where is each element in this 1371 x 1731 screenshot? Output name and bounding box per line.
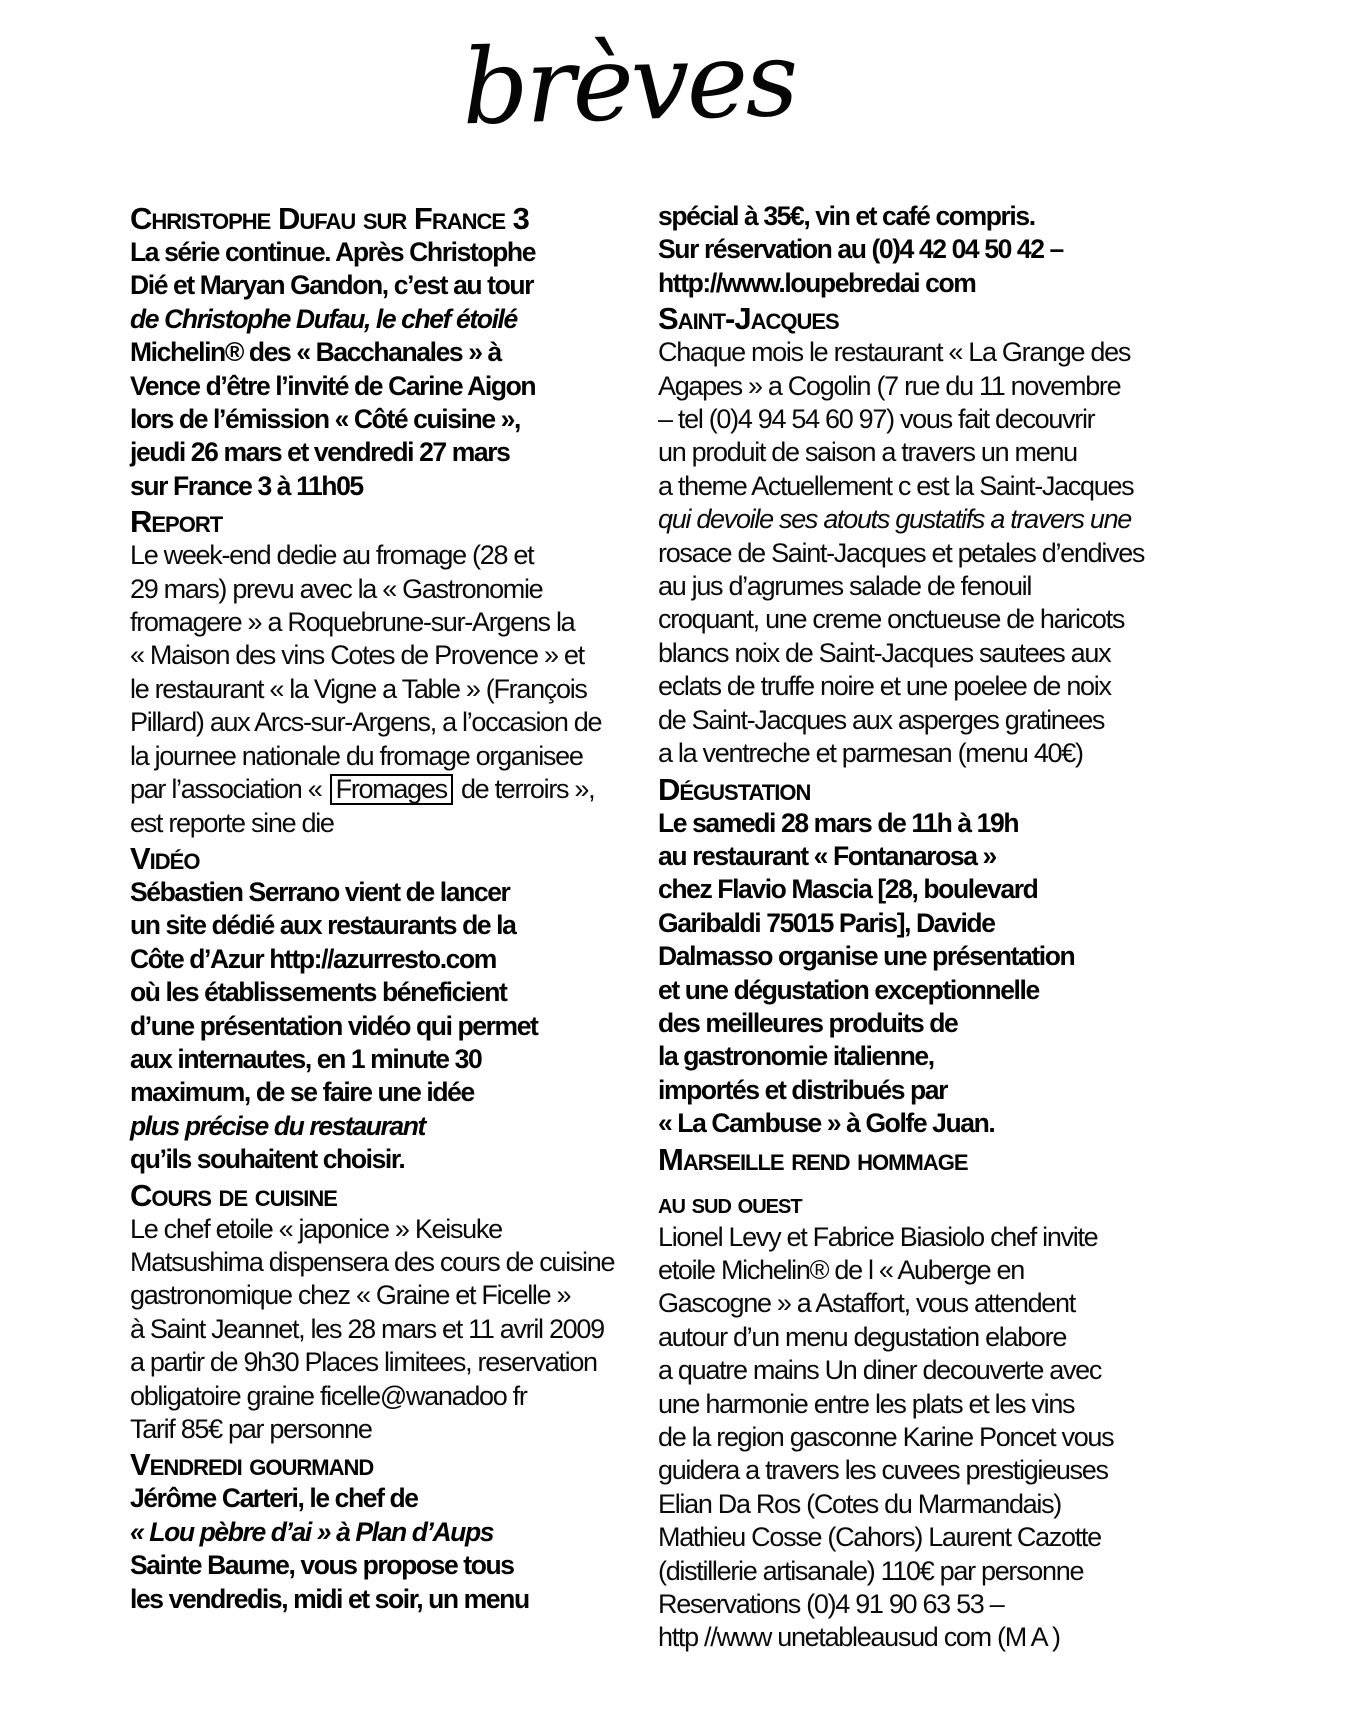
text-line: eclats de truffe noire et une poelee de noix: [658, 671, 1111, 702]
text-line: à Saint Jeannet, les 28 mars et 11 avril 2009: [130, 1313, 604, 1344]
text-line: maximum, de se faire une idée: [130, 1077, 474, 1108]
text-line: Dié et Maryan Gandon, c’est au tour: [130, 270, 534, 301]
text-line: les vendredis, midi et soir, un menu: [130, 1583, 529, 1614]
text-line: plus précise du restaurant: [130, 1110, 425, 1141]
text-line: qu’ils souhaitent choisir.: [130, 1144, 405, 1175]
text-line: d’une présentation vidéo qui permet: [130, 1010, 538, 1041]
text-line: et une dégustation exceptionnelle: [658, 974, 1039, 1005]
text-line: croquant, une creme onctueuse de haricots: [658, 604, 1125, 635]
text-line: gastronomique chez « Graine et Ficelle »: [130, 1280, 571, 1311]
text-line: autour d’un menu degustation elabore: [658, 1321, 1067, 1352]
text-line: Sur réservation au (0)4 42 04 50 42 –: [658, 234, 1063, 265]
section-heading: Report: [130, 504, 223, 540]
text-line: des meilleures produits de: [658, 1007, 958, 1038]
text-line: guidera a travers les cuvees prestigieuses: [658, 1455, 1108, 1486]
text-line: spécial à 35€, vin et café compris.: [658, 201, 1035, 231]
text-line: La série continue. Après Christophe: [130, 237, 536, 267]
section-heading: Dégustation: [658, 771, 811, 807]
text-line: Dalmasso organise une présentation: [658, 941, 1075, 972]
text-line: qui devoile ses atouts gustatifs a travers une: [658, 504, 1132, 535]
text-line: blancs noix de Saint-Jacques sautees aux: [658, 637, 1111, 668]
text-line: Le chef etoile « japonice » Keisuke: [130, 1213, 502, 1244]
text-line: – tel (0)4 94 54 60 97) vous fait decouvrir: [658, 404, 1095, 435]
text-line: Gascogne » a Astaffort, vous attendent: [658, 1288, 1075, 1319]
text-line: Sainte Baume, vous propose tous: [130, 1550, 514, 1581]
text-line: une harmonie entre les plats et les vins: [658, 1388, 1075, 1419]
text-line: Le samedi 28 mars de 11h à 19h: [658, 807, 1019, 838]
text-line: obligatoire graine ficelle@wanadoo fr: [130, 1380, 527, 1411]
text-line: au jus d’agrumes salade de fenouil: [658, 571, 1032, 602]
text-line: Lionel Levy et Fabrice Biasiolo chef invite: [658, 1221, 1098, 1252]
text-line: Tarif 85€ par personne: [130, 1414, 372, 1444]
section-heading: Saint-Jacques: [658, 301, 839, 337]
text-line: le restaurant « la Vigne a Table » (François: [130, 673, 587, 704]
text-line: http://www.loupebredai com: [658, 267, 976, 298]
text-line: a theme Actuellement c est la Saint-Jacques: [658, 470, 1134, 501]
text-line: un produit de saison a travers un menu: [658, 437, 1077, 468]
section-heading: Christophe Dufau sur France 3: [130, 201, 529, 236]
text-line: est reporte sine die: [130, 807, 334, 838]
left-column: [130, 200, 615, 1616]
text-line: un site dédié aux restaurants de la: [130, 910, 516, 941]
text-line: lors de l’émission « Côté cuisine »,: [130, 404, 520, 435]
text-line: [130, 773, 608, 806]
text-line: la journee nationale du fromage organisee: [130, 740, 583, 771]
section-heading: Vendredi gourmand: [130, 1447, 374, 1483]
text-line: Côte d’Azur http://azurresto.com: [130, 943, 496, 974]
text-line: a quatre mains Un diner decouverte avec: [658, 1355, 1102, 1386]
text-line: au restaurant « Fontanarosa »: [658, 840, 996, 871]
text-line: http //www unetableausud com (M A ): [658, 1622, 1060, 1653]
boxed-word: Fromages: [330, 774, 453, 805]
section-heading: Vidéo: [130, 840, 200, 876]
right-column: [658, 200, 1148, 1655]
text-line: (distillerie artisanale) 110€ par personne: [658, 1555, 1084, 1586]
text-line: Michelin® des « Bacchanales » à: [130, 337, 501, 368]
text-line: où les établissements béneficient: [130, 977, 507, 1008]
text-line: fromagere » a Roquebrune-sur-Argens la: [130, 607, 575, 638]
text-line: de Saint-Jacques aux asperges gratinees: [658, 704, 1105, 735]
text-line: Vence d’être l’invité de Carine Aigon: [130, 370, 536, 401]
text-line: 29 mars) prevu avec la « Gastronomie: [130, 573, 543, 604]
text-line: a la ventreche et parmesan (menu 40€): [658, 738, 1083, 769]
text-line: Pillard) aux Arcs-sur-Argens, a l’occasion de: [130, 707, 602, 738]
text-line: aux internautes, en 1 minute 30: [130, 1043, 482, 1074]
text-line: « Maison des vins Cotes de Provence » et: [130, 640, 584, 671]
section-heading: Cours de cuisine: [130, 1177, 337, 1213]
text-line: de Christophe Dufau, le chef étoilé: [130, 303, 517, 334]
text-line: « Lou pèbre d’ai » à Plan d’Aups: [130, 1516, 494, 1547]
text-line: Matsushima dispensera des cours de cuisine: [130, 1246, 615, 1277]
text-line: sur France 3 à 11h05: [130, 470, 363, 501]
text-line: rosace de Saint-Jacques et petales d’endives: [658, 537, 1145, 568]
text-line: Agapes » a Cogolin (7 rue du 11 novembre: [658, 370, 1121, 401]
text-line: « La Cambuse » à Golfe Juan.: [658, 1108, 995, 1139]
text-fragment: de terroirs »,: [454, 774, 595, 805]
text-line: Mathieu Cosse (Cahors) Laurent Cazotte: [658, 1522, 1101, 1553]
section-heading-line2: au sud ouest: [658, 1187, 802, 1219]
text-line: Reservations (0)4 91 90 63 53 –: [658, 1589, 1004, 1620]
text-line: Chaque mois le restaurant « La Grange des: [658, 337, 1131, 368]
text-line: Le week-end dedie au fromage (28 et: [130, 540, 534, 571]
text-line: Garibaldi 75015 Paris], Davide: [658, 907, 995, 938]
text-line: importés et distribués par: [658, 1074, 948, 1105]
text-line: de la region gasconne Karine Poncet vous: [658, 1422, 1114, 1452]
text-fragment: par l’association «: [130, 774, 328, 805]
text-line: a partir de 9h30 Places limitees, reservation: [130, 1347, 597, 1378]
page-title: brèves: [460, 17, 798, 149]
text-line: Jérôme Carteri, le chef de: [130, 1483, 418, 1514]
section-heading: Marseille rend hommage: [658, 1141, 968, 1177]
text-line: Sébastien Serrano vient de lancer: [130, 876, 510, 907]
text-line: chez Flavio Mascia [28, boulevard: [658, 874, 1038, 905]
text-line: la gastronomie italienne,: [658, 1041, 934, 1072]
text-line: Elian Da Ros (Cotes du Marmandais): [658, 1488, 1061, 1519]
text-line: jeudi 26 mars et vendredi 27 mars: [130, 437, 510, 468]
text-line: etoile Michelin® de l « Auberge en: [658, 1254, 1024, 1285]
